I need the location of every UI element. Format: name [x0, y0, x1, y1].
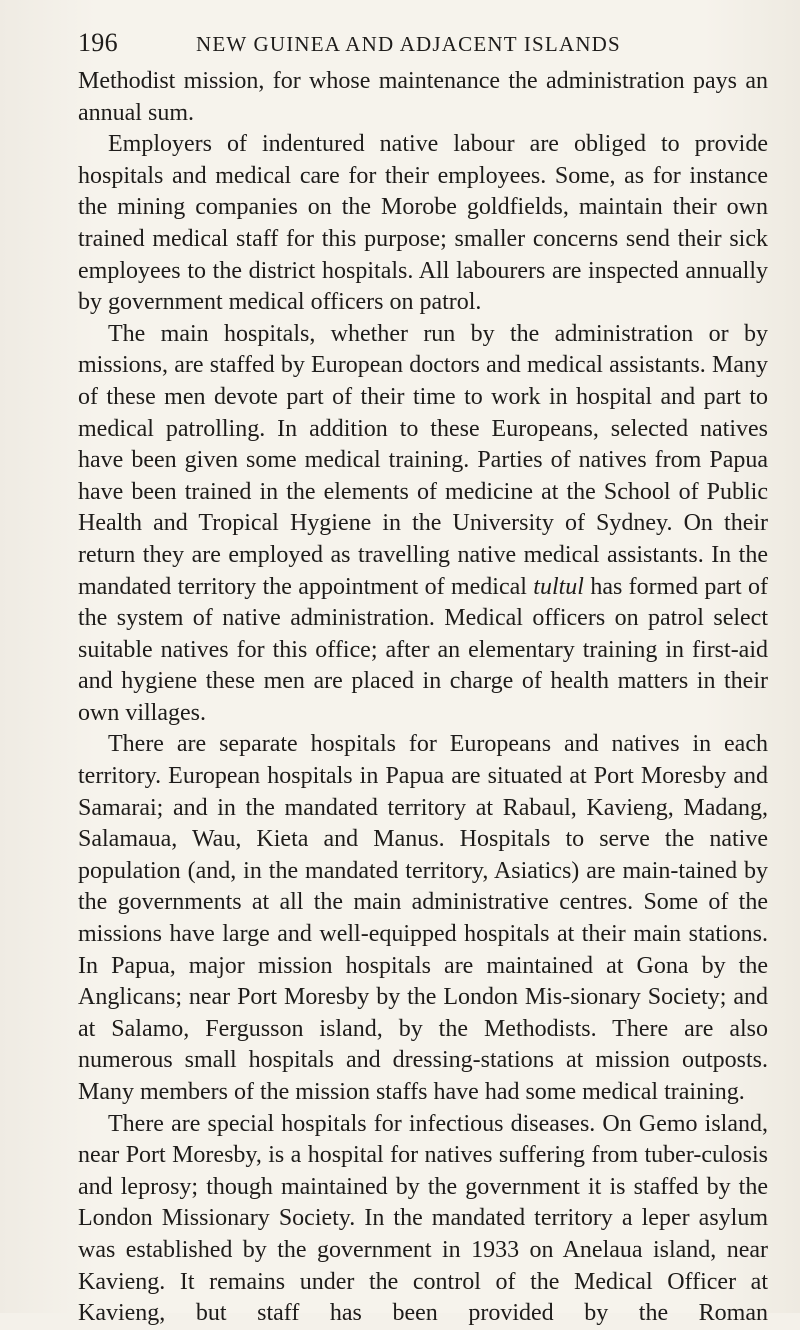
- paragraph-continued: Methodist mission, for whose maintenance the administration pays an annual sum.: [78, 68, 768, 126]
- paragraph-separate-hospitals: There are separate hospitals for Europeans and natives in each territory. European hospitals in Papua are situated at Port Moresby and Samarai; and in the mandated territory at Rabaul, Kavieng, Madang, Salamaua, Wau, Kieta and Manus. Hospitals to serve the native population (and, in the mandated territory, Asiatics) are main-tained by the governments at all the main administrative centres. Some of the missions have large and well-equipped hospitals at their main stations. In Papua, major mission hospitals are maintained at Gona by the Anglicans; near Port Moresby by the London Mis-sionary Society; and at Salamo, Fergusson island, by the Methodists. There are also numerous small hospitals and dressing-stations at mission outposts. Many members of the mission staffs have had some medical training.: [78, 731, 768, 1105]
- running-title: NEW GUINEA AND ADJACENT ISLANDS: [196, 32, 621, 56]
- paragraph-special-hospitals: There are special hospitals for infectious diseases. On Gemo island, near Port Moresby, is a hospital for natives suffering from tuber-culosis and leprosy; though maintained by the government it is staffed by the London Missionary Society. In the mandated territory a leper asylum was established by the government in 1933 on Anelaua island, near Kavieng. It remains under the control of the Medical Officer at Kavieng, but staff has been provided by the Roman: [78, 1110, 768, 1327]
- paragraph-text-after-italic: has formed part of the system of native administration. Medical officers on patrol select suitable natives for this office; after an elementary training in first-aid and hygiene these men are placed in charge of health matters in their own villages.: [78, 573, 768, 726]
- paragraph-employers: Employers of indentured native labour are obliged to provide hospitals and medical care for their employees. Some, as for instance the mining companies on the Morobe goldfields, maintain their own trained medical staff for this purpose; smaller concerns send their sick employees to the district hospitals. All labourers are inspected annually by government medical officers on patrol.: [78, 131, 768, 316]
- page-body: [78, 66, 768, 1330]
- running-head: [78, 0, 768, 62]
- paragraph-text-before-italic: The main hospitals, whether run by the administration or by missions, are staffed by European doctors and medical assistants. Many of these men devote part of their time to work in hospital and part to medical patrolling. In addition to these Europeans, selected natives have been given some medical training. Parties of natives from Papua have been trained in the elements of medicine at the School of Public Health and Tropical Hygiene in the University of Sydney. On their return they are employed as travelling native medical assistants. In the mandated territory the appointment of medical: [78, 320, 768, 600]
- paragraph-main-hospitals: [78, 319, 768, 730]
- italic-term: tultul: [533, 573, 584, 600]
- page-number: 196: [78, 28, 118, 57]
